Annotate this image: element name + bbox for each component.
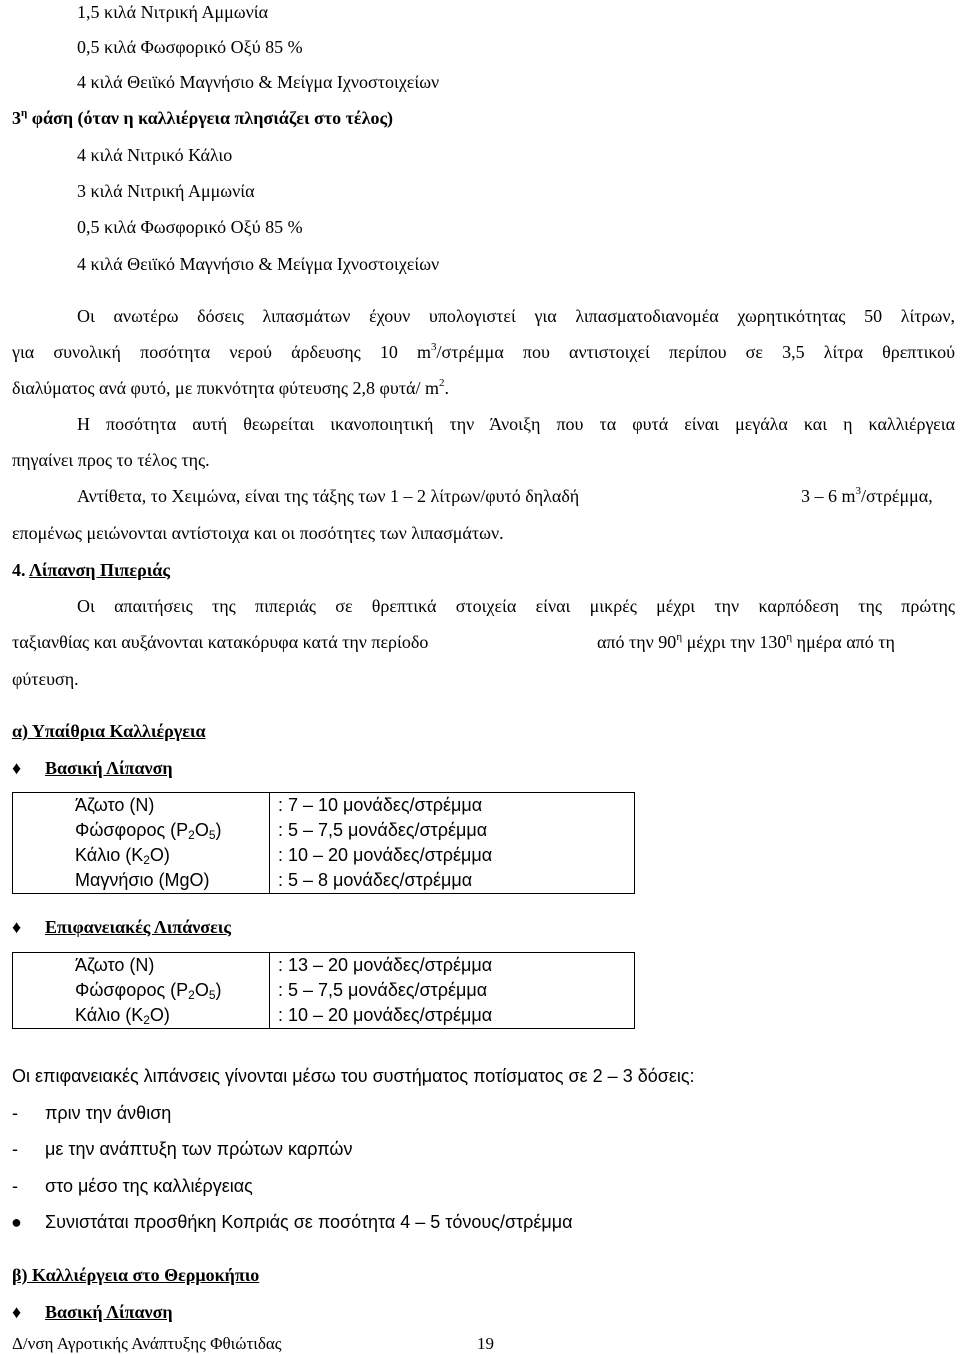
dash-marker: -	[12, 1103, 18, 1123]
black-diamond-icon: ♦	[12, 1302, 22, 1322]
black-circle-bullet-icon: ●	[11, 1212, 22, 1232]
surface-fertilization-table	[12, 952, 635, 1029]
nutrient-value: : 5 – 7,5 μονάδες/στρέμμα	[270, 978, 635, 1003]
table-row	[13, 793, 635, 819]
basic-fertilization-heading: Βασική Λίπανση	[45, 758, 173, 778]
text-run: για συνολική ποσότητα νερού άρδευσης 10 m	[12, 342, 432, 362]
subsection-heading: α) Υπαίθρια Καλλιέργεια	[12, 721, 206, 741]
text-run: )	[215, 979, 222, 1000]
phase-text: φάση (όταν η καλλιέργεια πλησιάζει στο τέλος)	[27, 108, 394, 128]
paragraph-line	[801, 486, 933, 508]
text-run: /στρέμμα που αντιστοιχεί περίπου σε 3,5 λίτρα θρεπτικού	[436, 342, 956, 362]
nutrient-value: : 13 – 20 μονάδες/στρέμμα	[270, 953, 635, 979]
table-row	[13, 953, 635, 979]
paragraph-line: Αντίθετα, το Χειμώνα, είναι της τάξης των 1 – 2 λίτρων/φυτό δηλαδή	[77, 486, 580, 506]
paragraph-line: Οι απαιτήσεις της πιπεριάς σε θρεπτικά στοιχεία είναι μικρές μέχρι την καρπόδεση της πρώτης	[77, 596, 955, 616]
nutrient-value: : 7 – 10 μονάδες/στρέμμα	[270, 793, 635, 819]
table-row	[13, 868, 635, 894]
nutrient-value: : 10 – 20 μονάδες/στρέμμα	[270, 1003, 635, 1029]
list-item: 4 κιλά Θειϊκό Μαγνήσιο & Μείγμα Ιχνοστοιχείων	[77, 72, 440, 92]
text-run: Φώσφορος (P	[75, 819, 189, 840]
list-item: 4 κιλά Νιτρικό Κάλιο	[77, 145, 233, 165]
nutrient-name	[13, 818, 270, 843]
list-item: 3 κιλά Νιτρική Αμμωνία	[77, 181, 255, 201]
black-diamond-icon: ♦	[12, 758, 22, 778]
phase-heading	[12, 108, 393, 130]
phase-superscript: η	[21, 107, 28, 119]
subscript: 2	[143, 852, 150, 867]
table-row	[13, 818, 635, 843]
nutrient-name	[13, 843, 270, 868]
subscript: 2	[143, 1012, 150, 1027]
nutrient-name	[13, 978, 270, 1003]
paragraph-line: πηγαίνει προς το τέλος της.	[12, 450, 210, 470]
footer-org: Δ/νση Αγροτικής Ανάπτυξης Φθιώτιδας	[12, 1334, 282, 1353]
phase-number: 3	[12, 108, 21, 128]
text-run: διαλύματος ανά φυτό, με πυκνότητα φύτευσης 2,8 φυτά/ m	[12, 378, 439, 398]
paragraph-line: φύτευση.	[12, 669, 79, 689]
paragraph-line: επομένως μειώνονται αντίστοιχα και οι ποσότητες των λιπασμάτων.	[12, 523, 504, 543]
text-run: .	[444, 378, 449, 398]
text-run: Φώσφορος (P	[75, 979, 189, 1000]
text-run: Κάλιο (K	[75, 844, 144, 865]
nutrient-name: Μαγνήσιο (MgO)	[13, 868, 270, 894]
paragraph-line: ταξιανθίας και αυξάνονται κατακόρυφα κατά την περίοδο	[12, 632, 429, 652]
subscript: 2	[188, 827, 195, 842]
dash-marker: -	[12, 1176, 18, 1196]
text-run: 3 – 6 m	[801, 486, 856, 506]
basic-fertilization-heading: Βασική Λίπανση	[45, 1302, 173, 1322]
text-run: )	[215, 819, 222, 840]
list-item: με την ανάπτυξη των πρώτων καρπών	[45, 1139, 353, 1159]
table-row	[13, 1003, 635, 1029]
page-number: 19	[477, 1334, 494, 1353]
list-item: 0,5 κιλά Φωσφορικό Οξύ 85 %	[77, 37, 303, 57]
text-run: /στρέμμα,	[861, 486, 933, 506]
paragraph-line: Η ποσότητα αυτή θεωρείται ικανοποιητική την Άνοιξη που τα φυτά είναι μεγάλα και η καλλιέργεια	[77, 414, 955, 434]
text-run: O)	[149, 844, 170, 865]
superscript: 3	[855, 485, 862, 497]
text-run: Κάλιο (K	[75, 1004, 144, 1025]
paragraph-line	[597, 632, 895, 654]
section-title: Λίπανση Πιπεριάς	[29, 560, 170, 580]
subscript: 2	[188, 987, 195, 1002]
list-item: 0,5 κιλά Φωσφορικό Οξύ 85 %	[77, 217, 303, 237]
superscript: η	[676, 631, 683, 643]
nutrient-value: : 5 – 8 μονάδες/στρέμμα	[270, 868, 635, 894]
surface-note: Οι επιφανειακές λιπάνσεις γίνονται μέσω του συστήματος ποτίσματος σε 2 – 3 δόσεις:	[12, 1066, 695, 1086]
nutrient-name: Άζωτο (N)	[13, 953, 270, 979]
section-number: 4.	[12, 560, 30, 580]
list-item: 4 κιλά Θειϊκό Μαγνήσιο & Μείγμα Ιχνοστοιχείων	[77, 254, 440, 274]
nutrient-value: : 5 – 7,5 μονάδες/στρέμμα	[270, 818, 635, 843]
nutrient-name	[13, 1003, 270, 1029]
paragraph-line: Οι ανωτέρω δόσεις λιπασμάτων έχουν υπολογιστεί για λιπασματοδιανομέα χωρητικότητας 50 λίτρων,	[77, 306, 955, 326]
text-run: O)	[149, 1004, 170, 1025]
list-item: πριν την άνθιση	[45, 1103, 172, 1123]
subsection-heading: β) Καλλιέργεια στο Θερμοκήπιο	[12, 1265, 260, 1285]
dash-marker: -	[12, 1139, 18, 1159]
superscript: 3	[431, 341, 437, 353]
text-run: μέχρι την 130	[682, 632, 787, 652]
list-item: Συνιστάται προσθήκη Κοπριάς σε ποσότητα 4 – 5 τόνους/στρέμμα	[45, 1212, 573, 1232]
text-run: O	[194, 979, 209, 1000]
basic-fertilization-table	[12, 792, 635, 894]
subscript: 5	[208, 987, 216, 1002]
table-row	[13, 978, 635, 1003]
text-run: O	[194, 819, 209, 840]
list-item: 1,5 κιλά Νιτρική Αμμωνία	[77, 2, 269, 22]
nutrient-value: : 10 – 20 μονάδες/στρέμμα	[270, 843, 635, 868]
text-run: από την 90	[597, 632, 677, 652]
table-row	[13, 843, 635, 868]
list-item: στο μέσο της καλλιέργειας	[45, 1176, 253, 1196]
superscript: 2	[439, 377, 445, 389]
black-diamond-icon: ♦	[12, 917, 22, 937]
surface-fertilization-heading: Επιφανειακές Λιπάνσεις	[45, 917, 231, 937]
section-heading	[12, 560, 170, 582]
nutrient-name: Άζωτο (N)	[13, 793, 270, 819]
paragraph-line	[12, 342, 955, 364]
superscript: η	[786, 631, 793, 643]
paragraph-line	[12, 378, 449, 400]
subscript: 5	[208, 827, 216, 842]
text-run: ημέρα από τη	[792, 632, 895, 652]
